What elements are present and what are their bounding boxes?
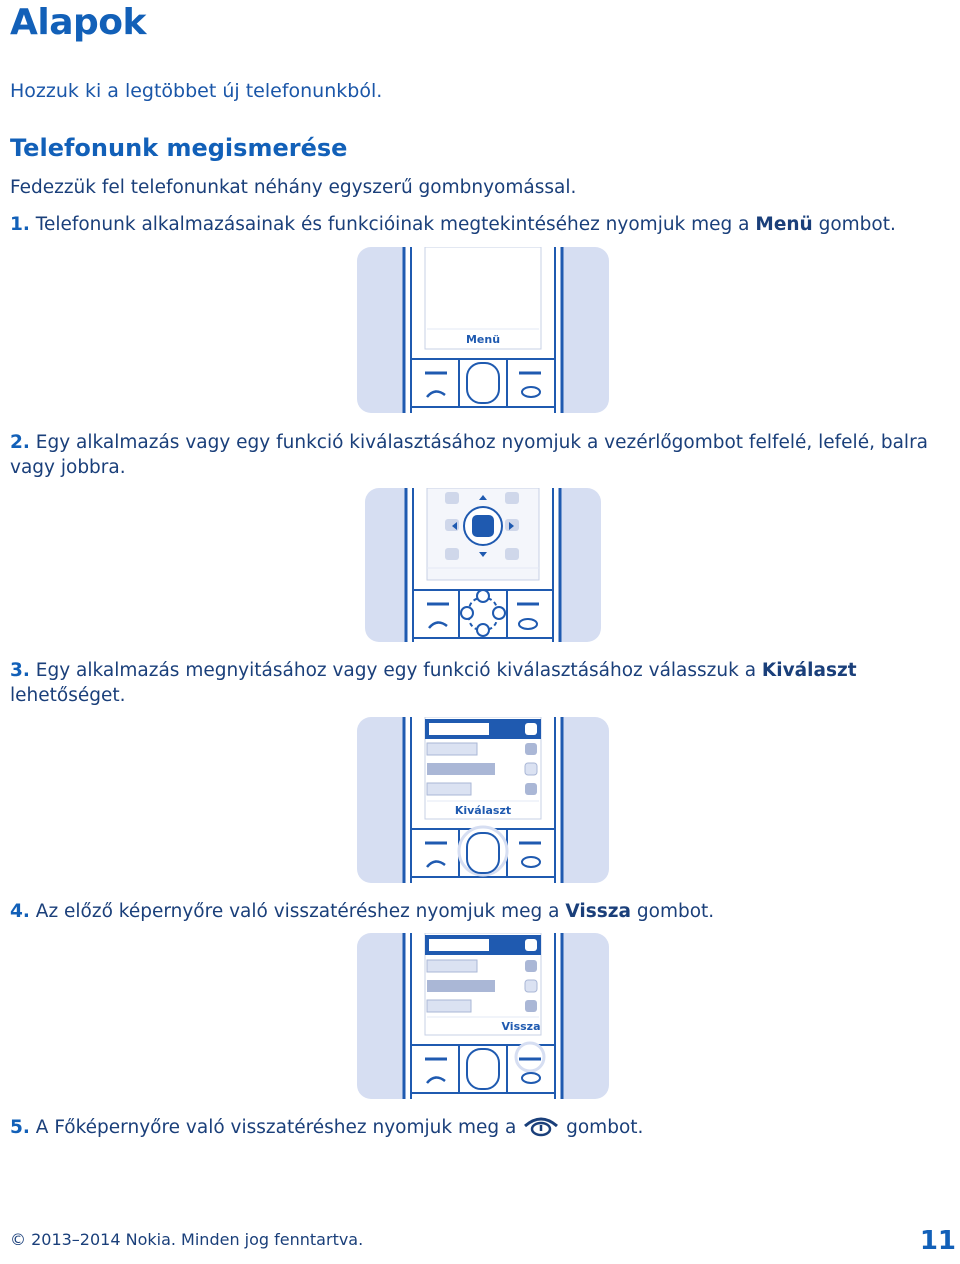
step-4 <box>10 899 714 924</box>
step-number: 4. <box>10 901 30 922</box>
step-keyword: Kiválaszt <box>761 660 857 681</box>
step-text: Egy alkalmazás vagy egy funkció kiválasztásához nyomjuk a vezérlőgombot felfelé, lefelé, balra vagy jobbra. <box>10 432 929 478</box>
step-number: 2. <box>10 432 30 453</box>
step-number: 1. <box>10 214 30 235</box>
step-2 <box>10 430 955 480</box>
step-3 <box>10 658 955 708</box>
softkey-label: Vissza <box>501 1020 541 1033</box>
step-text: Telefonunk alkalmazásainak és funkcióinak megtekintéséhez nyomjuk meg a <box>29 214 756 235</box>
step-text-end: gombot. <box>812 214 896 235</box>
step-1 <box>10 212 896 237</box>
page-intro: Hozzuk ki a legtöbbet új telefonunkból. <box>10 80 383 102</box>
phone-illustration-select <box>357 717 609 883</box>
softkey-label: Menü <box>465 333 501 346</box>
step-number: 3. <box>10 660 30 681</box>
section-intro: Fedezzük fel telefonunkat néhány egyszerű gombnyomással. <box>10 177 577 198</box>
footer-copyright: © 2013–2014 Nokia. Minden jog fenntartva. <box>10 1230 364 1249</box>
step-text-end: gombot. <box>560 1117 644 1138</box>
step-keyword: Menü <box>755 214 813 235</box>
step-number: 5. <box>10 1117 30 1138</box>
end-call-power-icon <box>522 1115 560 1137</box>
section-title: Telefonunk megismerése <box>10 134 348 162</box>
step-text: Egy alkalmazás megnyitásához vagy egy funkció kiválasztásához válasszuk a <box>29 660 762 681</box>
page-number: 11 <box>919 1226 956 1256</box>
phone-illustration-back <box>357 933 609 1099</box>
step-text-end: gombot. <box>631 901 715 922</box>
step-text: A Főképernyőre való visszatéréshez nyomjuk meg a <box>29 1117 523 1138</box>
step-text: Az előző képernyőre való visszatéréshez nyomjuk meg a <box>29 901 566 922</box>
page-title: Alapok <box>10 2 146 43</box>
step-text-end: lehetőséget. <box>10 685 126 706</box>
phone-illustration-menu <box>357 247 609 413</box>
softkey-label: Kiválaszt <box>454 804 512 817</box>
step-5 <box>10 1115 643 1140</box>
step-keyword: Vissza <box>565 901 631 922</box>
phone-illustration-navigation <box>365 488 601 642</box>
